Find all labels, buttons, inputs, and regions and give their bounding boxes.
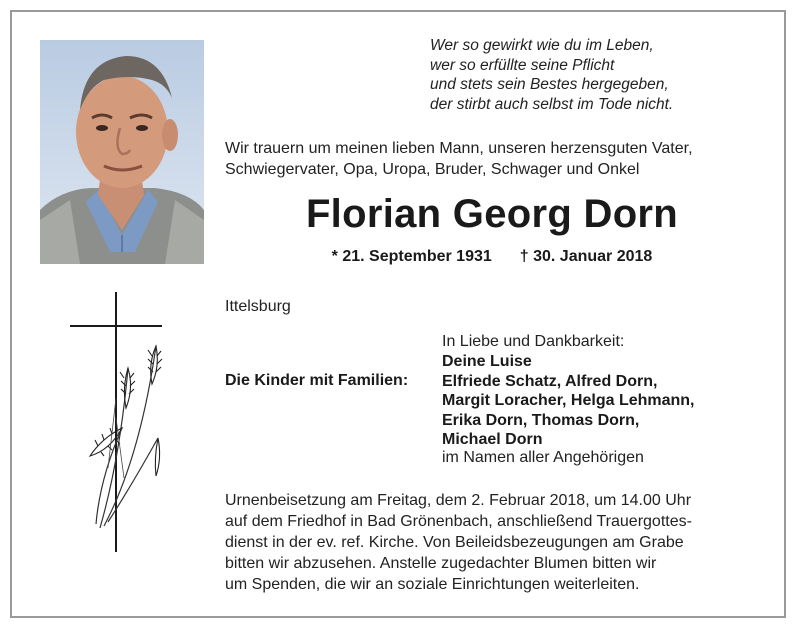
portrait-illustration (40, 40, 204, 264)
memorial-poem (430, 36, 760, 114)
place-name: Ittelsburg (225, 298, 291, 315)
life-dates (204, 248, 780, 266)
mourner-line: Elfriede Schatz, Alfred Dorn, (442, 372, 658, 390)
burial-line: um Spenden, die wir an soziale Einrichtungen weiterleiten. (225, 576, 640, 593)
mourning-intro-text (225, 138, 765, 180)
mourner-label: Die Kinder mit Familien: (225, 372, 409, 389)
burial-line: auf dem Friedhof in Bad Grönenbach, anschließend Trauergottes- (225, 513, 692, 530)
intro-line: Wir trauern um meinen lieben Mann, unseren herzensguten Vater, (225, 140, 693, 157)
cross-with-wheat-icon (60, 288, 180, 558)
mourner-list (442, 352, 695, 450)
mourner-line: Erika Dorn, Thomas Dorn, (442, 411, 640, 429)
mourner-line: Michael Dorn (442, 431, 543, 448)
poem-line: der stirbt auch selbst im Tode nicht. (430, 95, 674, 113)
deceased-name: Florian Georg Dorn (305, 192, 679, 236)
poem-line: und stets sein Bestes hergegeben, (430, 76, 669, 93)
burial-notice (225, 490, 785, 595)
burial-line: bitten wir abzusehen. Anstelle zugedachter Blumen bitten wir (225, 555, 657, 572)
portrait-photo (40, 40, 204, 264)
poem-line: wer so erfüllte seine Pflicht (430, 56, 615, 74)
mourner-line: Margit Loracher, Helga Lehmann, (442, 392, 695, 409)
burial-line: Urnenbeisetzung am Freitag, dem 2. Februar 2018, um 14.00 Uhr (225, 492, 692, 509)
intro-line: Schwiegervater, Opa, Uropa, Bruder, Schwager und Onkel (225, 161, 640, 178)
mourning-closing: im Namen aller Angehörigen (442, 449, 644, 466)
mourner-line: Deine Luise (442, 353, 532, 370)
birth-date: * 21. September 1931 (331, 248, 492, 265)
death-date: † 30. Januar 2018 (519, 248, 653, 265)
burial-line: dienst in der ev. ref. Kirche. Von Beileidsbezeugungen am Grabe (225, 534, 684, 551)
mourning-greeting: In Liebe und Dankbarkeit: (442, 333, 625, 350)
poem-line: Wer so gewirkt wie du im Leben, (430, 37, 654, 54)
